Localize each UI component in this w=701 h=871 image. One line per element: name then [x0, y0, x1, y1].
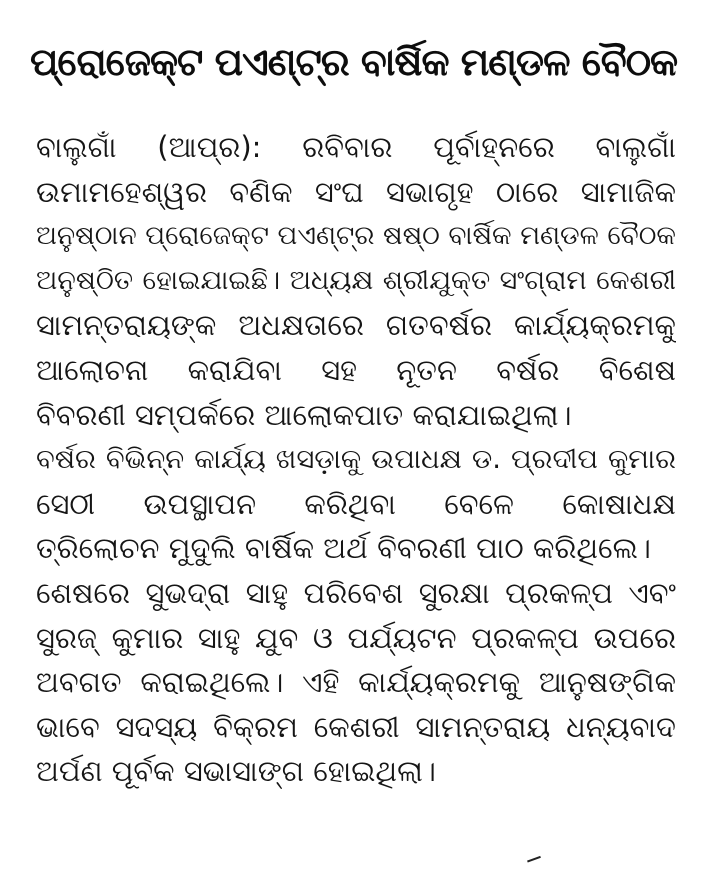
print-mark	[527, 856, 543, 868]
article-line: ଅନୁଷ୍ଠିତ ହୋଇଯାଇଛି। ଅଧ୍ୟକ୍ଷ ଶ୍ରୀଯୁକ୍ତ ସଂଗ୍ରାମ କେଶରୀ	[36, 264, 676, 296]
article-line: ବାଲୁଗାଁ (ଆପ୍ର): ରବିବାର ପୂର୍ବାହ୍ନରେ ବାଲୁଗାଁ	[36, 130, 676, 164]
article-line: ଉମାମହେଶ୍ୱର ବଣିକ ସଂଘ ସଭାଗୃହ ଠାରେ ସାମାଜିକ	[36, 174, 676, 209]
article-line: ଅର୍ପଣ ପୂର୍ବକ ସଭାସାଙ୍ଗ ହୋଇଥିଲା।	[36, 754, 436, 789]
article-line: ତ୍ରିଲୋଚନ ମୁଦୁଲି ବାର୍ଷିକ ଅର୍ଥ ବିବରଣୀ ପାଠ କରିଥିଲେ।	[36, 531, 651, 566]
article-line: ଅବଗତ କରାଇଥିଲେ। ଏହି କାର୍ଯ୍ୟକ୍ରମକୁ ଆନୁଷଙ୍ଗିକ	[36, 665, 676, 700]
article-line: ଶେଷରେ ସୁଭଦ୍ରା ସାହୁ ପରିବେଶ ସୁରକ୍ଷା ପ୍ରକଳ୍ପ ଏବଂ	[36, 575, 676, 610]
article-line: ଅନୁଷ୍ଠାନ ପ୍ରୋଜେକ୍ଟ ପଏଣ୍ଟ୍‌ର ଷଷ୍ଠ ବାର୍ଷିକ ମଣ୍ଡଳ ବୈଠକ	[36, 220, 676, 252]
article-line: ସେଠୀ ଉପସ୍ଥାପନ କରିଥିବା ବେଳେ କୋଷାଧକ୍ଷ	[36, 486, 676, 521]
article-line: ବର୍ଷର ବିଭିନ୍ନ କାର୍ଯ୍ୟ ଖସଡ଼ାକୁ ଉପାଧକ୍ଷ ଡ. ପ୍ରଦୀପ କୁମାର	[36, 443, 676, 476]
article-line: ସୁରଜ୍ କୁମାର ସାହୁ ଯୁବ ଓ ପର୍ଯ୍ୟଟନ ପ୍ରକଳ୍ପ ଉପରେ	[36, 620, 676, 655]
headline: ପ୍ରୋଜେକ୍ଟ ପଏଣ୍ଟ୍‌ର ବାର୍ଷିକ ମଣ୍ଡଳ ବୈଠକ	[30, 40, 678, 84]
article-line: ଆଲୋଚନା କରାଯିବା ସହ ନୂତନ ବର୍ଷର ବିଶେଷ	[36, 352, 676, 387]
article-line: ସାମନ୍ତରାୟଙ୍କ ଅଧକ୍ଷତାରେ ଗତବର୍ଷର କାର୍ଯ୍ୟକ୍ରମକୁ	[36, 308, 676, 343]
article-body	[36, 125, 676, 794]
article-line: ବିବରଣୀ ସମ୍ପର୍କରେ ଆଲୋକପାତ କରାଯାଇଥିଲା।	[36, 397, 572, 432]
article-line: ଭାବେ ସଦସ୍ୟ ବିକ୍ରମ କେଶରୀ ସାମନ୍ତରାୟ ଧନ୍ୟବାଦ	[36, 709, 676, 744]
